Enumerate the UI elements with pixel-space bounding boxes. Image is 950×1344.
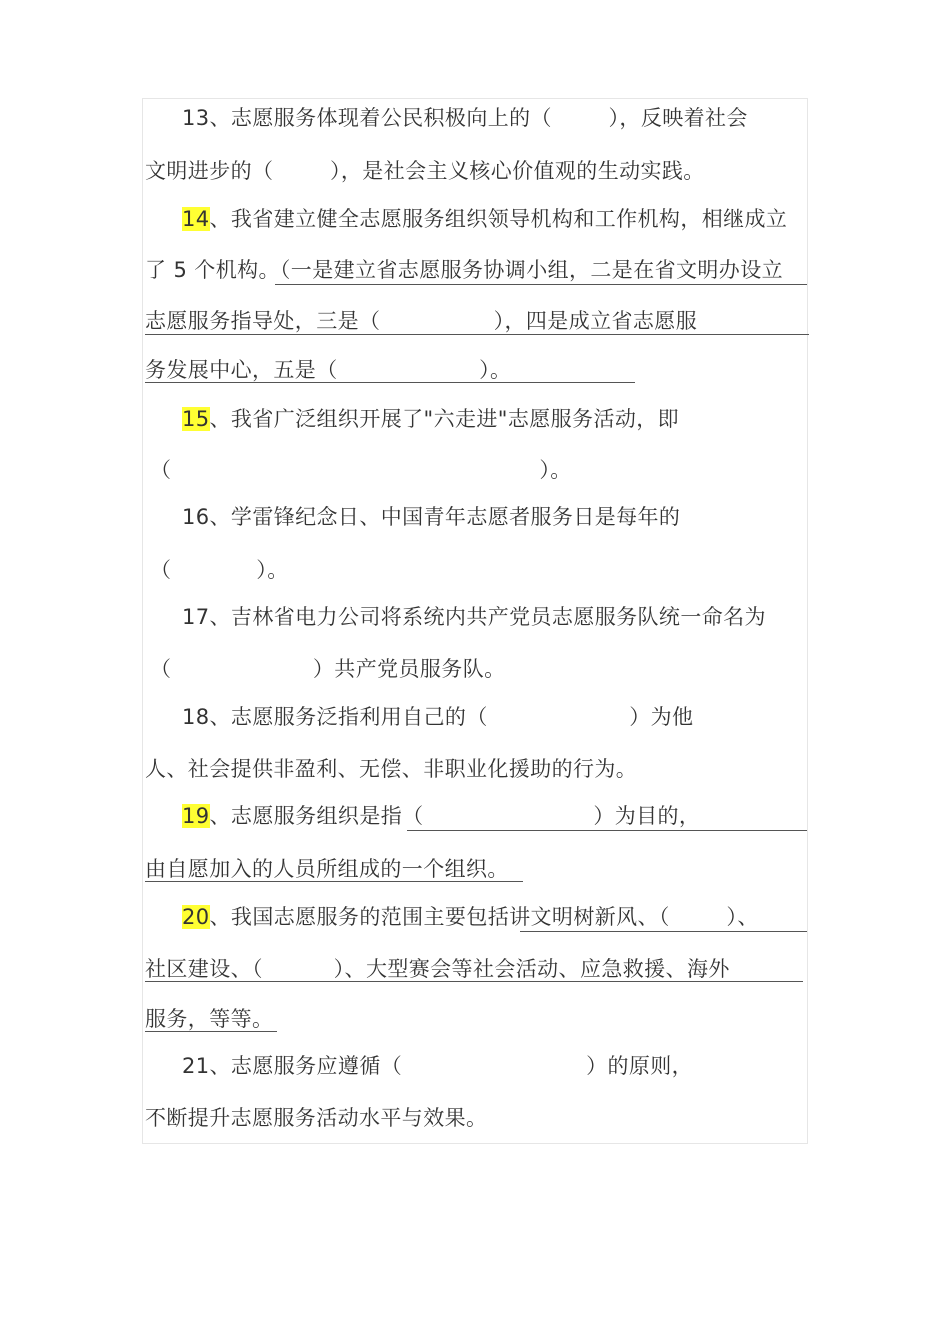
underline — [145, 881, 523, 882]
q14-line-2: 了 5 个机构。（一是建立省志愿服务协调小组，二是在省文明办设立 — [145, 258, 784, 282]
underline — [145, 334, 809, 335]
q21-line-2: 不断提升志愿服务活动水平与效果。 — [145, 1106, 488, 1130]
q15-text: 、我省广泛组织开展了"六走进"志愿服务活动，即 — [209, 407, 680, 431]
q20-line-2: 社区建设、（ ）、大型赛会等社会活动、应急救援、海外 — [145, 957, 730, 981]
q19-line-1 — [182, 802, 700, 830]
q14-line-4: 务发展中心，五是（ ）。 — [145, 358, 512, 382]
q20-line-3: 服务，等等。 — [145, 1007, 274, 1031]
q14-number: 14 — [182, 207, 210, 231]
q14-text: 、我省建立健全志愿服务组织领导机构和工作机构，相继成立 — [209, 207, 788, 231]
q19-text: 、志愿服务组织是指（ ）为目的， — [209, 804, 701, 828]
q13-line-1: 13、志愿服务体现着公民积极向上的（ ），反映着社会 — [182, 106, 748, 130]
underline — [407, 830, 807, 831]
underline — [275, 284, 807, 285]
underline — [145, 981, 803, 982]
q19-line-2: 由自愿加入的人员所组成的一个组织。 — [145, 857, 509, 881]
q17-line-2: （ ）共产党员服务队。 — [150, 657, 506, 681]
q20-line-1 — [182, 903, 759, 931]
q15-number: 15 — [182, 407, 210, 431]
q17-line-1: 17、吉林省电力公司将系统内共产党员志愿服务队统一命名为 — [182, 605, 766, 629]
q18-line-2: 人、社会提供非盈利、无偿、非职业化援助的行为。 — [145, 757, 638, 781]
q20-number: 20 — [182, 905, 210, 929]
q19-number: 19 — [182, 804, 210, 828]
q16-line-1: 16、学雷锋纪念日、中国青年志愿者服务日是每年的 — [182, 505, 681, 529]
underline — [520, 931, 807, 932]
q16-line-2: （ ）。 — [150, 558, 289, 582]
q18-line-1: 18、志愿服务泛指利用自己的（ ）为他 — [182, 705, 694, 729]
q21-line-1: 21、志愿服务应遵循（ ）的原则， — [182, 1054, 694, 1078]
q15-line-2: （ ）。 — [150, 458, 572, 482]
q15-line-1 — [182, 405, 679, 433]
q14-line-1 — [182, 205, 787, 233]
q20-text: 、我国志愿服务的范围主要包括讲文明树新风、（ ）、 — [209, 905, 759, 929]
underline — [145, 1031, 277, 1032]
underline — [145, 382, 635, 383]
q14-line-3: 志愿服务指导处，三是（ ），四是成立省志愿服 — [145, 309, 698, 333]
q13-line-2: 文明进步的（ ），是社会主义核心价值观的生动实践。 — [145, 159, 705, 183]
